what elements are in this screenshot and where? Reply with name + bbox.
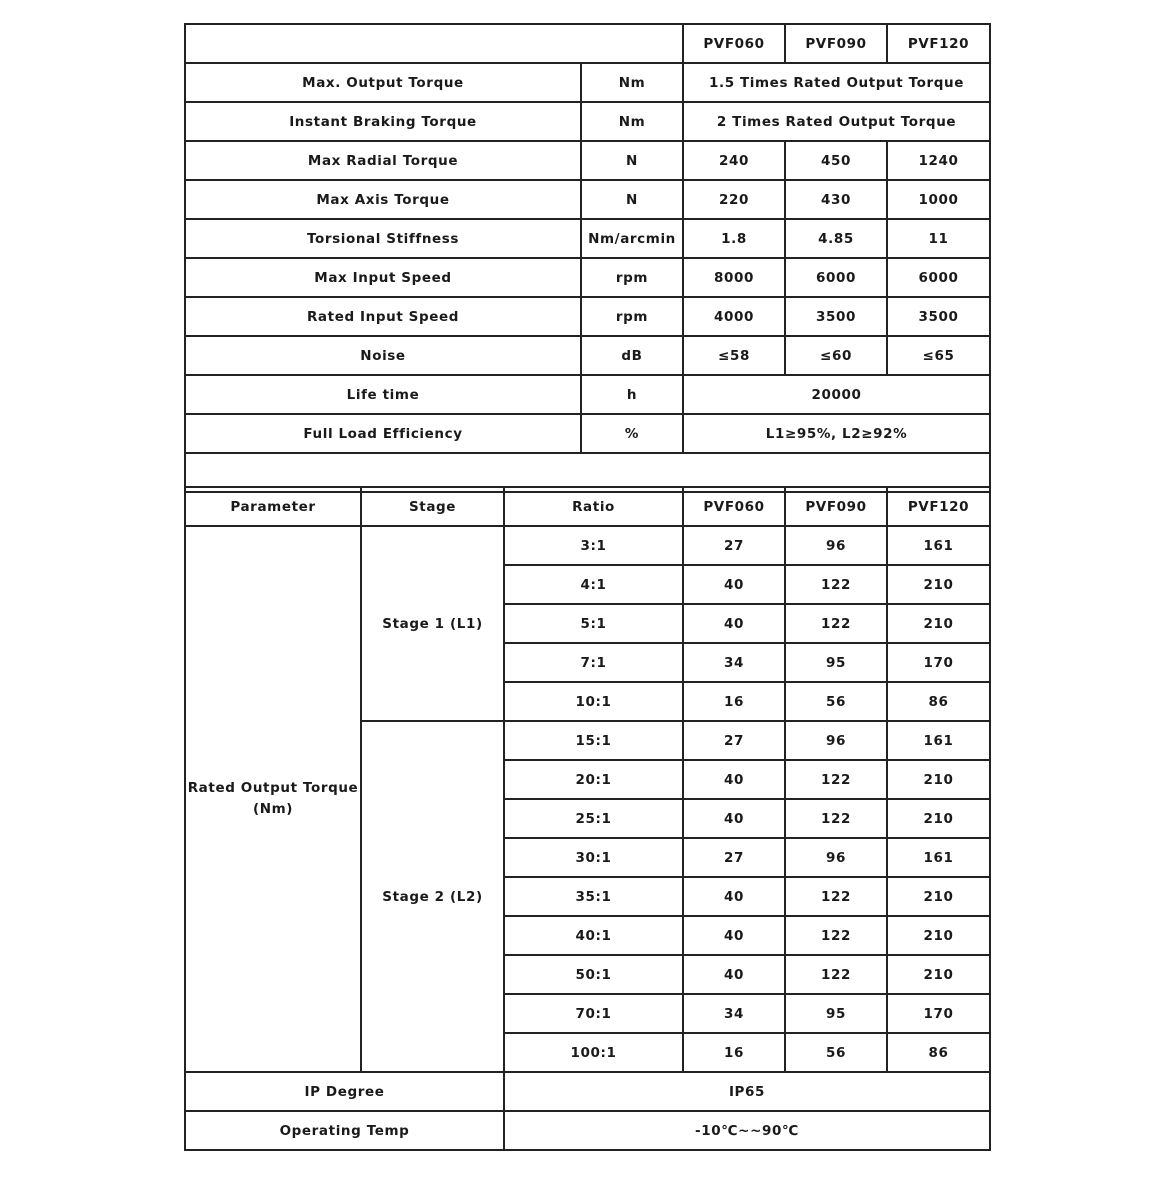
- footer-row: [185, 1111, 990, 1150]
- torque-value: 210: [887, 955, 990, 994]
- spec-value: 220: [683, 180, 785, 219]
- parameter-header: Parameter: [185, 487, 361, 526]
- torque-value: 161: [887, 721, 990, 760]
- spec-row: [185, 336, 990, 375]
- spec-param: Noise: [185, 336, 581, 375]
- spec-table: [184, 23, 991, 493]
- torque-value: 34: [683, 994, 785, 1033]
- torque-value: 170: [887, 994, 990, 1033]
- footer-param: IP Degree: [185, 1072, 504, 1111]
- spec-value: 450: [785, 141, 887, 180]
- torque-value: 210: [887, 799, 990, 838]
- ratio-cell: 7:1: [504, 643, 683, 682]
- spec-row: [185, 414, 990, 453]
- torque-value: 27: [683, 838, 785, 877]
- spec-unit: Nm: [581, 102, 683, 141]
- torque-value: 40: [683, 877, 785, 916]
- ratio-cell: 100:1: [504, 1033, 683, 1072]
- torque-value: 40: [683, 760, 785, 799]
- spec-unit: N: [581, 141, 683, 180]
- ratio-cell: 15:1: [504, 721, 683, 760]
- model-header: PVF060: [683, 24, 785, 63]
- spec-value: 1.8: [683, 219, 785, 258]
- spec-param: Torsional Stiffness: [185, 219, 581, 258]
- spec-row: [185, 375, 990, 414]
- torque-value: 210: [887, 604, 990, 643]
- footer-row: [185, 1072, 990, 1111]
- stage-label: Stage 1 (L1): [361, 526, 504, 721]
- spec-merged-value: 20000: [683, 375, 990, 414]
- spec-row: [185, 141, 990, 180]
- stage-label: Stage 2 (L2): [361, 721, 504, 1072]
- spec-value: 6000: [887, 258, 990, 297]
- torque-value: 170: [887, 643, 990, 682]
- ratio-cell: 4:1: [504, 565, 683, 604]
- spec-row: [185, 297, 990, 336]
- torque-value: 210: [887, 565, 990, 604]
- torque-value: 122: [785, 955, 887, 994]
- torque-value: 210: [887, 760, 990, 799]
- spec-value: 11: [887, 219, 990, 258]
- torque-header-row: [185, 487, 990, 526]
- spec-value: 430: [785, 180, 887, 219]
- torque-value: 95: [785, 643, 887, 682]
- spec-param: Max Input Speed: [185, 258, 581, 297]
- torque-value: 40: [683, 916, 785, 955]
- footer-value: IP65: [504, 1072, 990, 1111]
- spec-unit: %: [581, 414, 683, 453]
- ratio-cell: 20:1: [504, 760, 683, 799]
- torque-value: 40: [683, 799, 785, 838]
- spec-unit: rpm: [581, 297, 683, 336]
- ratio-cell: 70:1: [504, 994, 683, 1033]
- spec-param: Instant Braking Torque: [185, 102, 581, 141]
- spec-param: Full Load Efficiency: [185, 414, 581, 453]
- spec-value: 1000: [887, 180, 990, 219]
- spec-value: ≤65: [887, 336, 990, 375]
- torque-value: 86: [887, 1033, 990, 1072]
- spec-row: [185, 63, 990, 102]
- torque-value: 96: [785, 838, 887, 877]
- spec-sheet: [184, 23, 989, 1153]
- model-header: PVF090: [785, 24, 887, 63]
- ratio-header: Ratio: [504, 487, 683, 526]
- spec-value: 3500: [785, 297, 887, 336]
- torque-value: 86: [887, 682, 990, 721]
- torque-value: 34: [683, 643, 785, 682]
- torque-value: 122: [785, 604, 887, 643]
- model-header: PVF120: [887, 24, 990, 63]
- spec-value: 1240: [887, 141, 990, 180]
- ratio-cell: 40:1: [504, 916, 683, 955]
- spec-param: Max Axis Torque: [185, 180, 581, 219]
- rated-output-torque-label: Rated Output Torque (Nm): [185, 526, 361, 1072]
- torque-value: 16: [683, 682, 785, 721]
- torque-value: 122: [785, 799, 887, 838]
- torque-value: 122: [785, 760, 887, 799]
- spec-unit: N: [581, 180, 683, 219]
- torque-value: 210: [887, 877, 990, 916]
- torque-row: [185, 526, 990, 565]
- spec-value: 4.85: [785, 219, 887, 258]
- torque-value: 122: [785, 916, 887, 955]
- torque-value: 40: [683, 955, 785, 994]
- spec-unit: rpm: [581, 258, 683, 297]
- spec-value: ≤60: [785, 336, 887, 375]
- spec-merged-value: 2 Times Rated Output Torque: [683, 102, 990, 141]
- spec-row: [185, 258, 990, 297]
- torque-value: 96: [785, 526, 887, 565]
- torque-value: 161: [887, 838, 990, 877]
- torque-value: 96: [785, 721, 887, 760]
- spec-header-blank: [185, 24, 683, 63]
- spec-unit: dB: [581, 336, 683, 375]
- spec-value: 4000: [683, 297, 785, 336]
- torque-value: 40: [683, 565, 785, 604]
- ratio-cell: 35:1: [504, 877, 683, 916]
- model-header: PVF060: [683, 487, 785, 526]
- spec-unit: h: [581, 375, 683, 414]
- footer-param: Operating Temp: [185, 1111, 504, 1150]
- spec-param: Max. Output Torque: [185, 63, 581, 102]
- torque-value: 27: [683, 526, 785, 565]
- spec-unit: Nm: [581, 63, 683, 102]
- torque-value: 122: [785, 877, 887, 916]
- torque-value: 122: [785, 565, 887, 604]
- ratio-cell: 5:1: [504, 604, 683, 643]
- torque-value: 40: [683, 604, 785, 643]
- torque-value: 16: [683, 1033, 785, 1072]
- ratio-cell: 25:1: [504, 799, 683, 838]
- spec-row: [185, 219, 990, 258]
- spec-param: Life time: [185, 375, 581, 414]
- torque-value: 210: [887, 916, 990, 955]
- spec-param: Max Radial Torque: [185, 141, 581, 180]
- stage-header: Stage: [361, 487, 504, 526]
- spec-value: 8000: [683, 258, 785, 297]
- spec-row: [185, 180, 990, 219]
- footer-value: -10℃~~90℃: [504, 1111, 990, 1150]
- spec-merged-value: L1≥95%, L2≥92%: [683, 414, 990, 453]
- spec-param: Rated Input Speed: [185, 297, 581, 336]
- spec-value: 3500: [887, 297, 990, 336]
- torque-value: 27: [683, 721, 785, 760]
- spec-value: 6000: [785, 258, 887, 297]
- ratio-cell: 3:1: [504, 526, 683, 565]
- torque-value: 161: [887, 526, 990, 565]
- spec-row: [185, 102, 990, 141]
- ratio-cell: 10:1: [504, 682, 683, 721]
- model-header: PVF090: [785, 487, 887, 526]
- torque-value: 56: [785, 682, 887, 721]
- spec-unit: Nm/arcmin: [581, 219, 683, 258]
- spec-header-row: [185, 24, 990, 63]
- spec-value: ≤58: [683, 336, 785, 375]
- spec-merged-value: 1.5 Times Rated Output Torque: [683, 63, 990, 102]
- ratio-cell: 30:1: [504, 838, 683, 877]
- model-header: PVF120: [887, 487, 990, 526]
- spec-value: 240: [683, 141, 785, 180]
- torque-table: [184, 486, 991, 1151]
- torque-value: 56: [785, 1033, 887, 1072]
- torque-value: 95: [785, 994, 887, 1033]
- ratio-cell: 50:1: [504, 955, 683, 994]
